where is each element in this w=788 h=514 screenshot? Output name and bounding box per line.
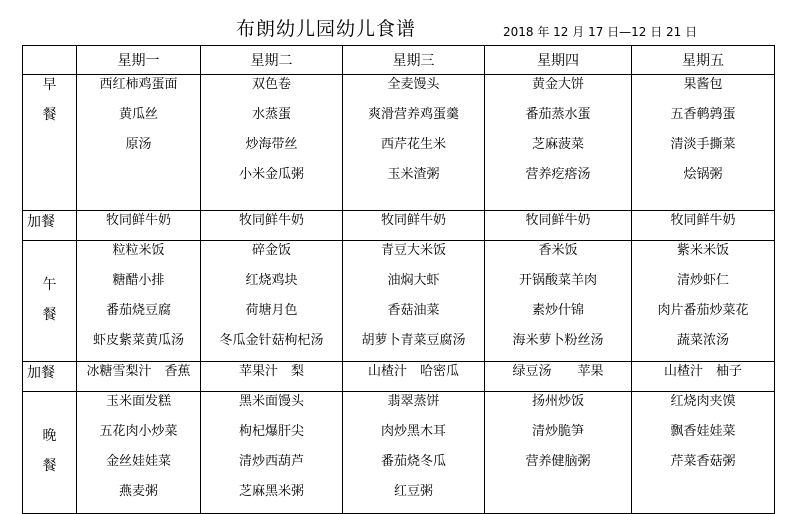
meal-label-char: 餐: [42, 307, 57, 323]
menu-item: 素炒什锦: [531, 303, 584, 318]
menu-item: 玉米渣粥: [387, 167, 440, 182]
menu-cell: [201, 241, 343, 362]
menu-item: 海米萝卜粉丝汤: [512, 333, 604, 348]
menu-cell: [485, 75, 632, 211]
menu-cell: [632, 211, 775, 241]
meal-label-char: 餐: [42, 107, 57, 123]
menu-item: 黄瓜丝: [118, 107, 158, 122]
day-header: 星期三: [343, 46, 485, 75]
meal-label-char: 晚: [42, 428, 57, 444]
menu-item: 芝麻黑米粥: [238, 484, 304, 499]
menu-item: 西芹花生米: [380, 137, 446, 152]
menu-cell: [485, 362, 632, 392]
menu-item: 五香鹌鹑蛋: [670, 107, 736, 122]
menu-item: [632, 482, 774, 512]
snack-pm-label: 加餐: [23, 362, 77, 392]
menu-item: 原汤: [125, 137, 152, 152]
menu-item: [485, 482, 631, 512]
snack-pm-row: [23, 362, 775, 392]
menu-item: 番茄烧冬瓜: [380, 454, 446, 469]
menu-cell: [201, 211, 343, 241]
menu-item: 红豆粥: [393, 484, 433, 499]
menu-cell: [632, 75, 775, 211]
menu-item: 西红柿鸡蛋面: [99, 77, 178, 92]
meal-label-char: 早: [42, 77, 57, 93]
menu-item: 燕麦粥: [118, 484, 158, 499]
menu-item: 水蒸蛋: [251, 107, 291, 122]
menu-cell: [77, 75, 201, 211]
menu-item: 芹菜香菇粥: [670, 454, 736, 469]
meal-label-char: 午: [42, 277, 57, 293]
menu-cell: [632, 362, 775, 392]
menu-cell: [343, 392, 485, 514]
menu-cell: [201, 362, 343, 392]
menu-item: 烩锅粥: [683, 167, 723, 182]
menu-item: 蔬菜浓汤: [676, 333, 729, 348]
menu-item: 爽滑营养鸡蛋羹: [367, 107, 459, 122]
menu-cell: [343, 211, 485, 241]
menu-item: 番茄烧豆腐: [105, 303, 171, 318]
menu-item: 清炒脆笋: [531, 424, 584, 439]
menu-cell: [343, 241, 485, 362]
menu-item: 冬瓜金针菇枸杞汤: [219, 333, 324, 348]
menu-cell: [343, 362, 485, 392]
menu-item: 五花肉小炒菜: [99, 424, 178, 439]
menu-item: 牧同鲜牛奶: [525, 213, 591, 228]
meal-label-char: 餐: [42, 458, 57, 474]
menu-item: 绿豆汤 苹果: [512, 364, 604, 379]
lunch-label: [23, 241, 77, 362]
day-header: 星期二: [201, 46, 343, 75]
menu-cell: [343, 75, 485, 211]
menu-item: 香菇油菜: [387, 303, 440, 318]
page-title: 布朗幼儿园幼儿食谱: [236, 18, 417, 40]
menu-item: 果酱包: [683, 77, 723, 92]
menu-item: 肉炒黑木耳: [380, 424, 446, 439]
menu-item: 牧同鲜牛奶: [380, 213, 446, 228]
menu-item: 苹果汁 梨: [238, 364, 304, 379]
menu-item: 红烧肉夹馍: [670, 394, 736, 409]
menu-cell: [77, 362, 201, 392]
lunch-row: [23, 241, 775, 362]
menu-item: 营养健脑粥: [525, 454, 591, 469]
menu-item: 芝麻菠菜: [531, 137, 584, 152]
menu-item: 营养疙瘩汤: [525, 167, 591, 182]
menu-item: 冰糖雪梨汁 香蕉: [86, 364, 191, 379]
menu-item: 胡萝卜青菜豆腐汤: [361, 333, 466, 348]
menu-cell: [77, 211, 201, 241]
menu-item: 牧同鲜牛奶: [238, 213, 304, 228]
menu-item: 清淡手撕菜: [670, 137, 736, 152]
menu-item: 枸杞爆肝尖: [238, 424, 304, 439]
day-header: 星期四: [485, 46, 632, 75]
menu-item: 双色卷: [251, 77, 291, 92]
menu-item: 开锅酸菜羊肉: [518, 273, 597, 288]
menu-item: 虾皮紫菜黄瓜汤: [92, 333, 184, 348]
menu-item: 碎金饭: [251, 243, 291, 258]
menu-item: 黄金大饼: [531, 77, 584, 92]
menu-item: 红烧鸡块: [245, 273, 298, 288]
dinner-label: [23, 392, 77, 514]
breakfast-label: [23, 75, 77, 211]
day-header: 星期五: [632, 46, 775, 75]
menu-item: 山楂汁 柚子: [663, 364, 742, 379]
menu-cell: [77, 241, 201, 362]
menu-item: 全麦馒头: [387, 77, 440, 92]
menu-item: 番茄蒸水蛋: [525, 107, 591, 122]
menu-item: 飘香娃娃菜: [670, 424, 736, 439]
menu-cell: [632, 392, 775, 514]
menu-cell: [485, 241, 632, 362]
menu-item: 青豆大米饭: [380, 243, 446, 258]
menu-item: 黑米面馒头: [238, 394, 304, 409]
corner-cell: [23, 46, 77, 75]
day-header: 星期一: [77, 46, 201, 75]
menu-item: 牧同鲜牛奶: [105, 213, 171, 228]
menu-cell: [485, 392, 632, 514]
dinner-row: [23, 392, 775, 514]
menu-item: 粒粒米饭: [112, 243, 165, 258]
menu-item: 清炒虾仁: [676, 273, 729, 288]
breakfast-row: [23, 75, 775, 211]
header-row: [23, 46, 775, 75]
menu-table: [22, 45, 775, 514]
menu-item: 肉片番茄炒菜花: [657, 303, 749, 318]
menu-item: 牧同鲜牛奶: [670, 213, 736, 228]
menu-item: 荷塘月色: [245, 303, 298, 318]
menu-item: 清炒西葫芦: [238, 454, 304, 469]
menu-cell: [201, 75, 343, 211]
menu-item: 油焖大虾: [387, 273, 440, 288]
menu-item: 香米饭: [538, 243, 578, 258]
menu-cell: [201, 392, 343, 514]
menu-item: 玉米面发糕: [105, 394, 171, 409]
snack-am-label: 加餐: [23, 211, 77, 241]
snack-am-row: [23, 211, 775, 241]
menu-item: 炒海带丝: [245, 137, 298, 152]
menu-cell: [485, 211, 632, 241]
menu-item: 糖醋小排: [112, 273, 165, 288]
menu-cell: [77, 392, 201, 514]
menu-item: 金丝娃娃菜: [105, 454, 171, 469]
menu-item: 山楂汁 哈密瓜: [367, 364, 459, 379]
menu-item: 翡翠蒸饼: [387, 394, 440, 409]
menu-item: 紫米米饭: [676, 243, 729, 258]
menu-item: 小米金瓜粥: [238, 167, 304, 182]
date-range: 2018 年 12 月 17 日—12 日 21 日: [503, 25, 698, 39]
menu-item: [77, 165, 200, 195]
menu-item: 扬州炒饭: [531, 394, 584, 409]
menu-cell: [632, 241, 775, 362]
